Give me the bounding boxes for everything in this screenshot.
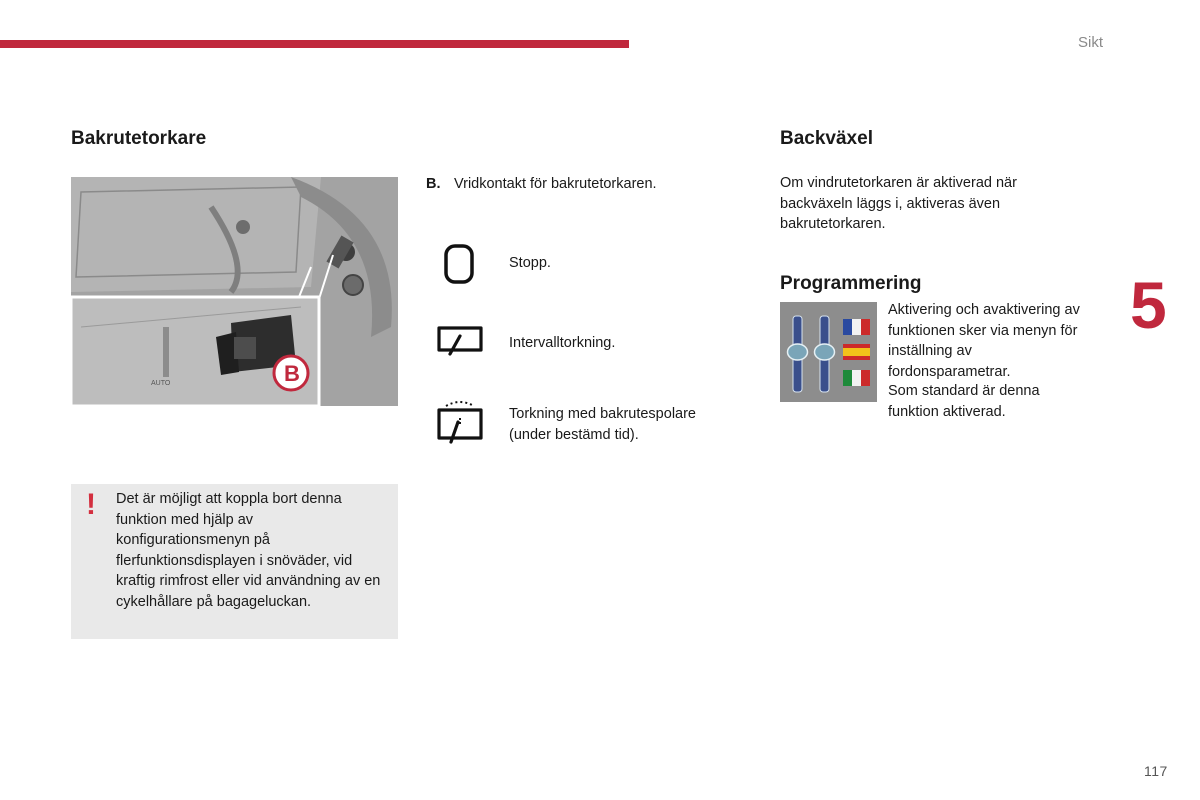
section-title: Sikt <box>1078 34 1104 51</box>
settings-menu-illustration <box>780 302 877 402</box>
wiper-intermittent-icon <box>434 324 486 364</box>
caption-text: Vridkontakt för bakrutetorkaren. <box>454 176 657 192</box>
heading-programming: Programmering <box>780 273 922 294</box>
mode-intermittent-text: Intervalltorkning. <box>509 335 616 351</box>
rear-wiper-stalk-illustration <box>71 177 398 406</box>
wiper-washer-icon <box>434 398 486 446</box>
page-number: 117 <box>1144 763 1168 779</box>
figure-label: B <box>284 361 300 386</box>
mode-stop-text: Stopp. <box>509 255 551 271</box>
wiper-stop-icon <box>434 244 484 286</box>
warning-note <box>71 484 398 639</box>
caption-label: B. <box>426 176 441 192</box>
header-accent-bar <box>0 40 629 48</box>
figure-caption <box>426 174 657 194</box>
heading-rear-wiper: Bakrutetorkare <box>71 128 207 149</box>
warning-text: Det är möjligt att koppla bort denna funktion med hjälp av konfigurationsmenyn på flerfunktionsdisplayen i snöväder, vid kraftig rimfrost eller vid användning av en cykelhållare på bagageluckan. <box>116 491 381 610</box>
heading-reverse-gear: Backväxel <box>780 128 873 149</box>
programming-text: Aktivering och avaktivering av funktionen sker via menyn för inställning av fordonsparametrar. <box>888 302 1080 380</box>
programming-default-text: Som standard är denna funktion aktiverad. <box>888 383 1040 420</box>
reverse-gear-text: Om vindrutetorkaren är aktiverad när backväxeln läggs i, aktiveras även bakrutetorkaren. <box>780 175 1017 232</box>
svg-text:AUTO: AUTO <box>151 380 171 387</box>
warning-icon: ! <box>86 488 96 521</box>
chapter-number: 5 <box>1130 268 1167 342</box>
mode-washer-text: Torkning med bakrutespolare (under bestämd tid). <box>509 406 696 443</box>
